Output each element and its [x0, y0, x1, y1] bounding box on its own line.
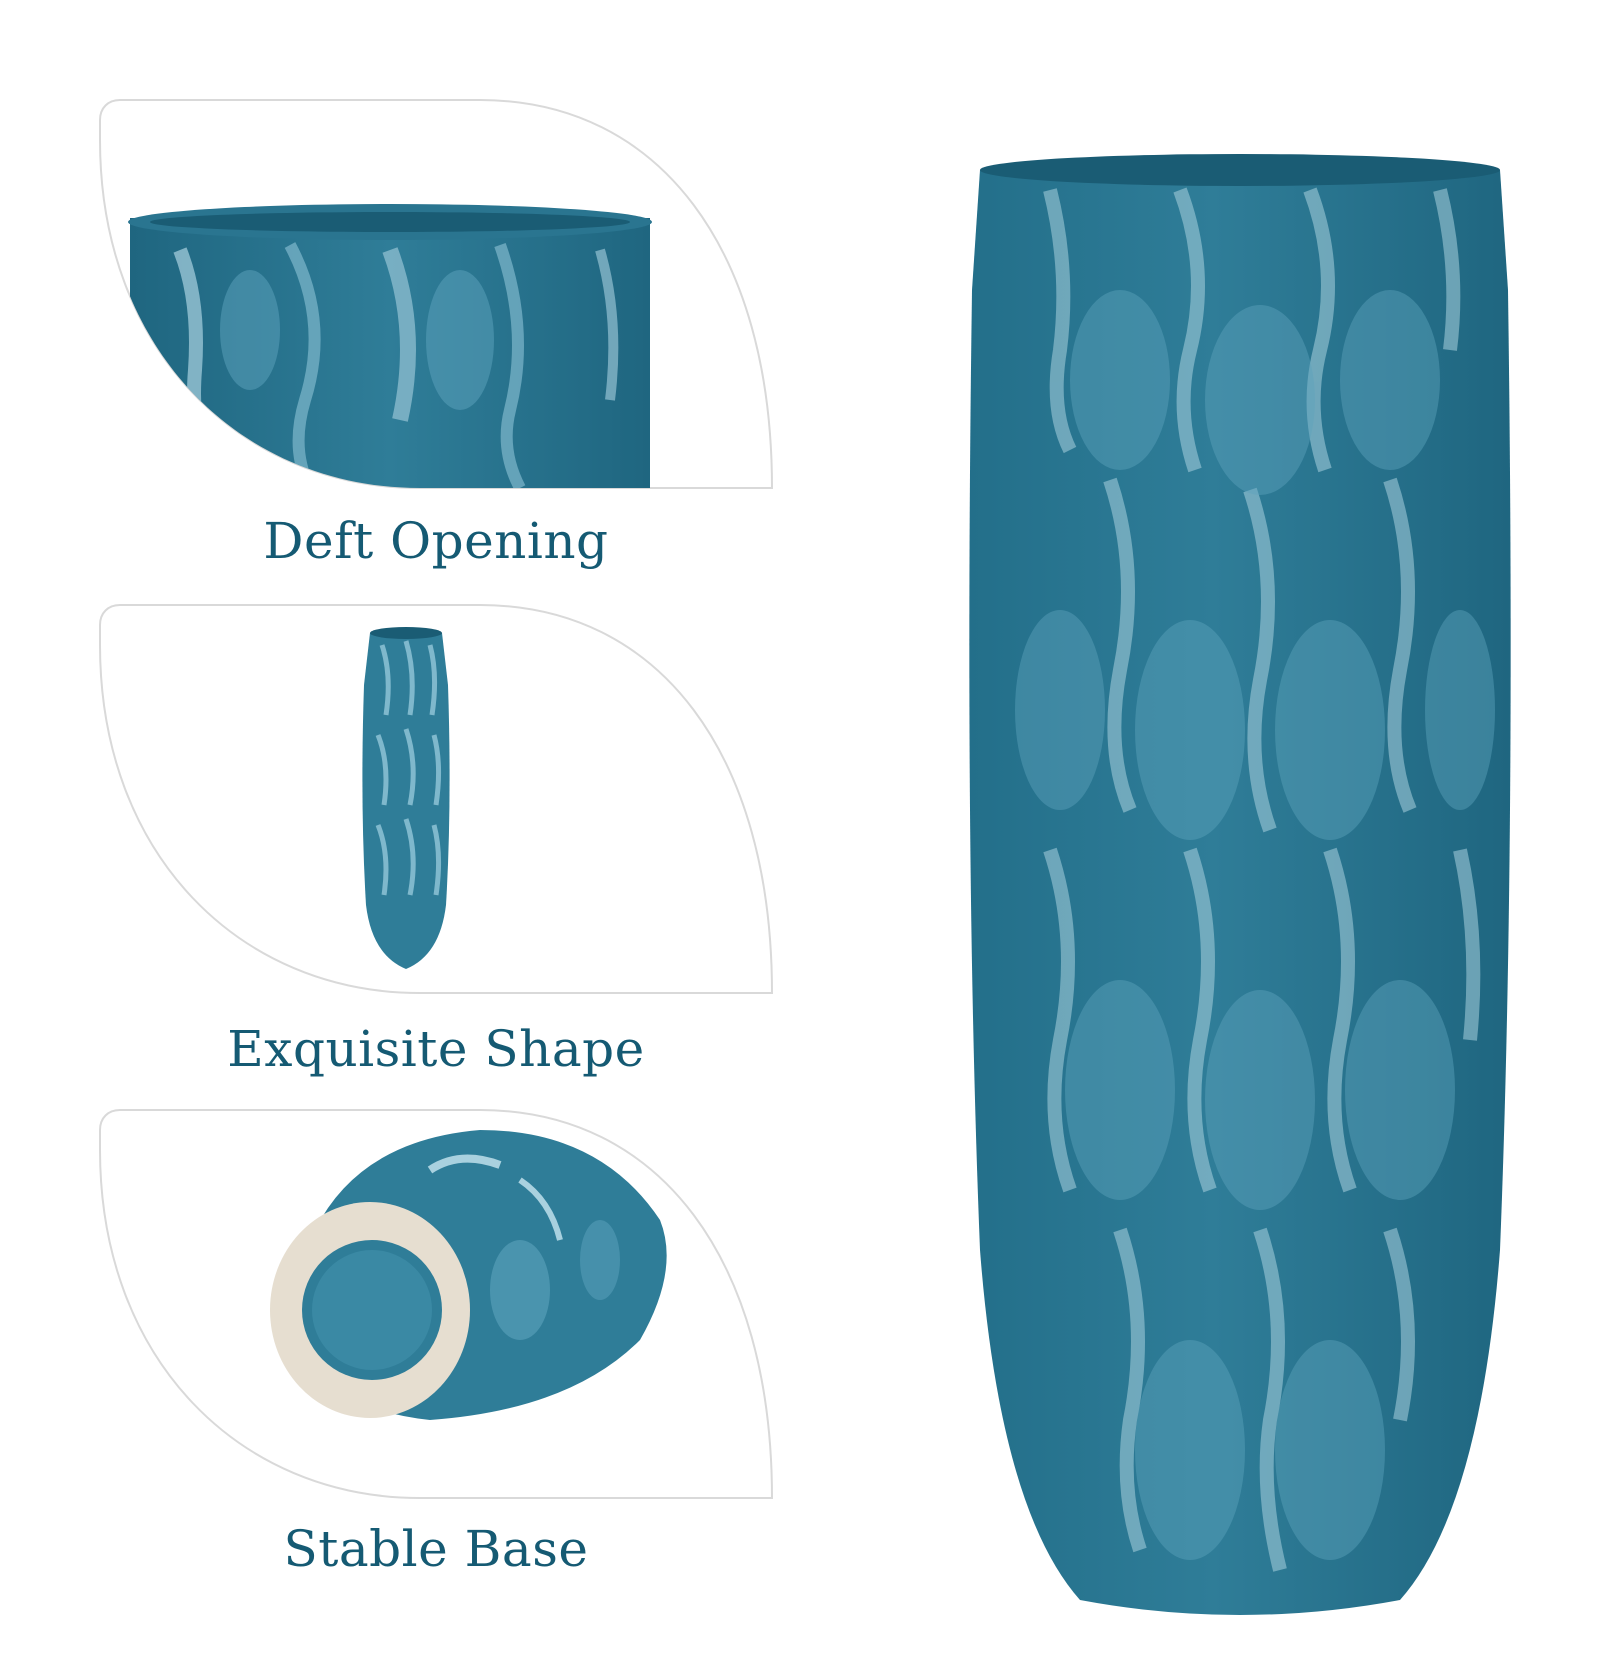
- vase-full-view-icon: [100, 605, 772, 993]
- vase-base-closeup-icon: [100, 1110, 772, 1498]
- hero-vase: [960, 150, 1520, 1620]
- feature-caption-opening: Deft Opening: [263, 512, 609, 570]
- feature-caption-shape: Exquisite Shape: [227, 1020, 645, 1078]
- blue-ceramic-vase-icon: [960, 150, 1520, 1620]
- feature-panel-shape: [100, 605, 772, 993]
- feature-panel-opening: [100, 100, 772, 488]
- feature-panel-base: [100, 1110, 772, 1498]
- feature-caption-base: Stable Base: [283, 1520, 589, 1578]
- vase-opening-closeup-icon: [100, 100, 772, 488]
